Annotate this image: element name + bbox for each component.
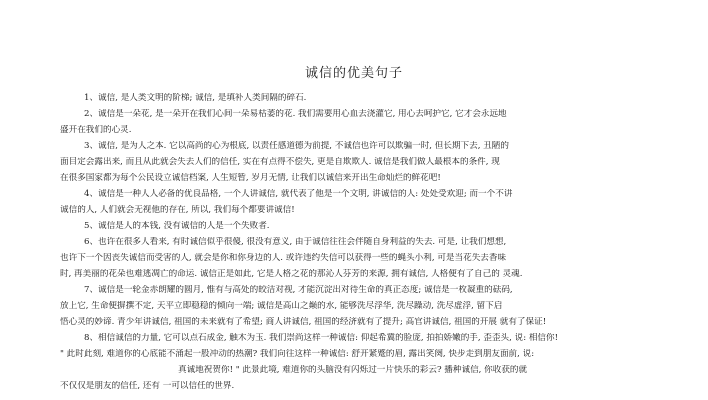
paragraph-line: " 此时此刻, 难道你的心底能不涌起一股冲动的热潮? 我们向往这样一种诚信: 舒开紧蹙的眉, 露出笑阕, 快步走到朋友面前, 说:: [60, 349, 535, 359]
paragraph-line: 7、诚信是一轮金赤朗耀的圆月, 惟有与高处的皎洁对视, 才能沉淀出对待生命的真正态度; 诚信是一枚凝重的砝码,: [84, 285, 513, 295]
paragraph-line: 放上它, 生命便摒撰不定, 天平立即稳稳的倾向一端; 诚信是高山之巅的水, 能够洗尽浮华, 洗尽躁动, 洗尽虚浮, 留下启: [60, 301, 503, 311]
paragraph-line: 悟心灵的妙谛. 青少年讲诚信, 祖国的未来就有了希望; 商人讲诚信, 祖国的经济就有了提升; 高官讲诚信, 祖国的开展 就有了保证!: [60, 317, 547, 327]
paragraph-line: 盛开在我们的心灵.: [60, 125, 132, 135]
page-title: 诚信的优美句子: [304, 66, 403, 81]
paragraph-line: 时, 再美丽的花朵也难逃凋亡的命运. 诚信正是如此, 它是人格之花的那沁人芬芳的来源, 拥有诚信, 人格便有了自己的 灵魂.: [60, 269, 523, 279]
paragraph-line: 也许下一个因丧失诚信而受害的人, 就会是你和你身边的人. 或许违约失信可以获得一些的蝇头小利, 可是当花失去香味: [60, 253, 507, 263]
paragraph-line: 面目定会露出来, 而且从此就会失去人们的信任, 实在有点得不偿失, 更是自欺欺人. 诚信是我们做人最根本的条件, 现: [60, 157, 500, 167]
paragraph-line: 在很多国家都为每个公民设立诚信档案, 人生短暂, 岁月无情, 让我们以诚信来开出生命灿烂的鲜花吧!: [60, 173, 441, 183]
paragraph-line: 1、诚信, 是人类文明的阶梯; 诚信, 是填补人类间隔的碎石.: [84, 93, 307, 103]
paragraph-line: 3、诚信, 是为人之本. 它以高尚的心为根底, 以责任感道德为前提, 不诚信也许可以欺骗一时, 但长期下去, 丑陋的: [84, 141, 509, 151]
paragraph-line: 4、诚信是一种人人必备的优良品格, 一个人讲诚信, 就代表了他是一个文明, 讲诚信的人: 处处受欢迎; 而一个不讲: [84, 189, 513, 199]
paragraph-line: 真诚地祝贺你! " 此景此境, 难道你的头脑没有闪烁过一片快乐的彩云? 播种诚信, 你收获的就: [178, 365, 528, 375]
paragraph-line: 不仅仅是朋友的信任, 还有 一可以信任的世界.: [60, 381, 235, 391]
paragraph-line: 诚信的人, 人们就会无视他的存在, 所以, 我们每个都要讲诚信!: [60, 205, 295, 215]
paragraph-line: 2、诚信是一朵花, 是一朵开在我们心间一朵易枯萎的花. 我们需要用心血去浇灌它, 用心去呵护它, 它才会永远地: [84, 109, 507, 119]
paragraph-line: 8、相信诚信的力量, 它可以点石成金, 触木为玉. 我们崇尚这样一种诚信: 仰起希冀的脸庞, 拍拍娇嫩的手, 歪歪头, 说: 相信你!: [84, 333, 559, 343]
paragraph-line: 5、诚信是人的本钱, 没有诚信的人是一个失败者.: [84, 221, 270, 231]
paragraph-line: 6、也许在很多人看来, 有时诚信似乎很傻, 很没有意义, 由于诚信往往会伴随自身利益的失去. 可是, 让我们想想,: [84, 237, 507, 247]
